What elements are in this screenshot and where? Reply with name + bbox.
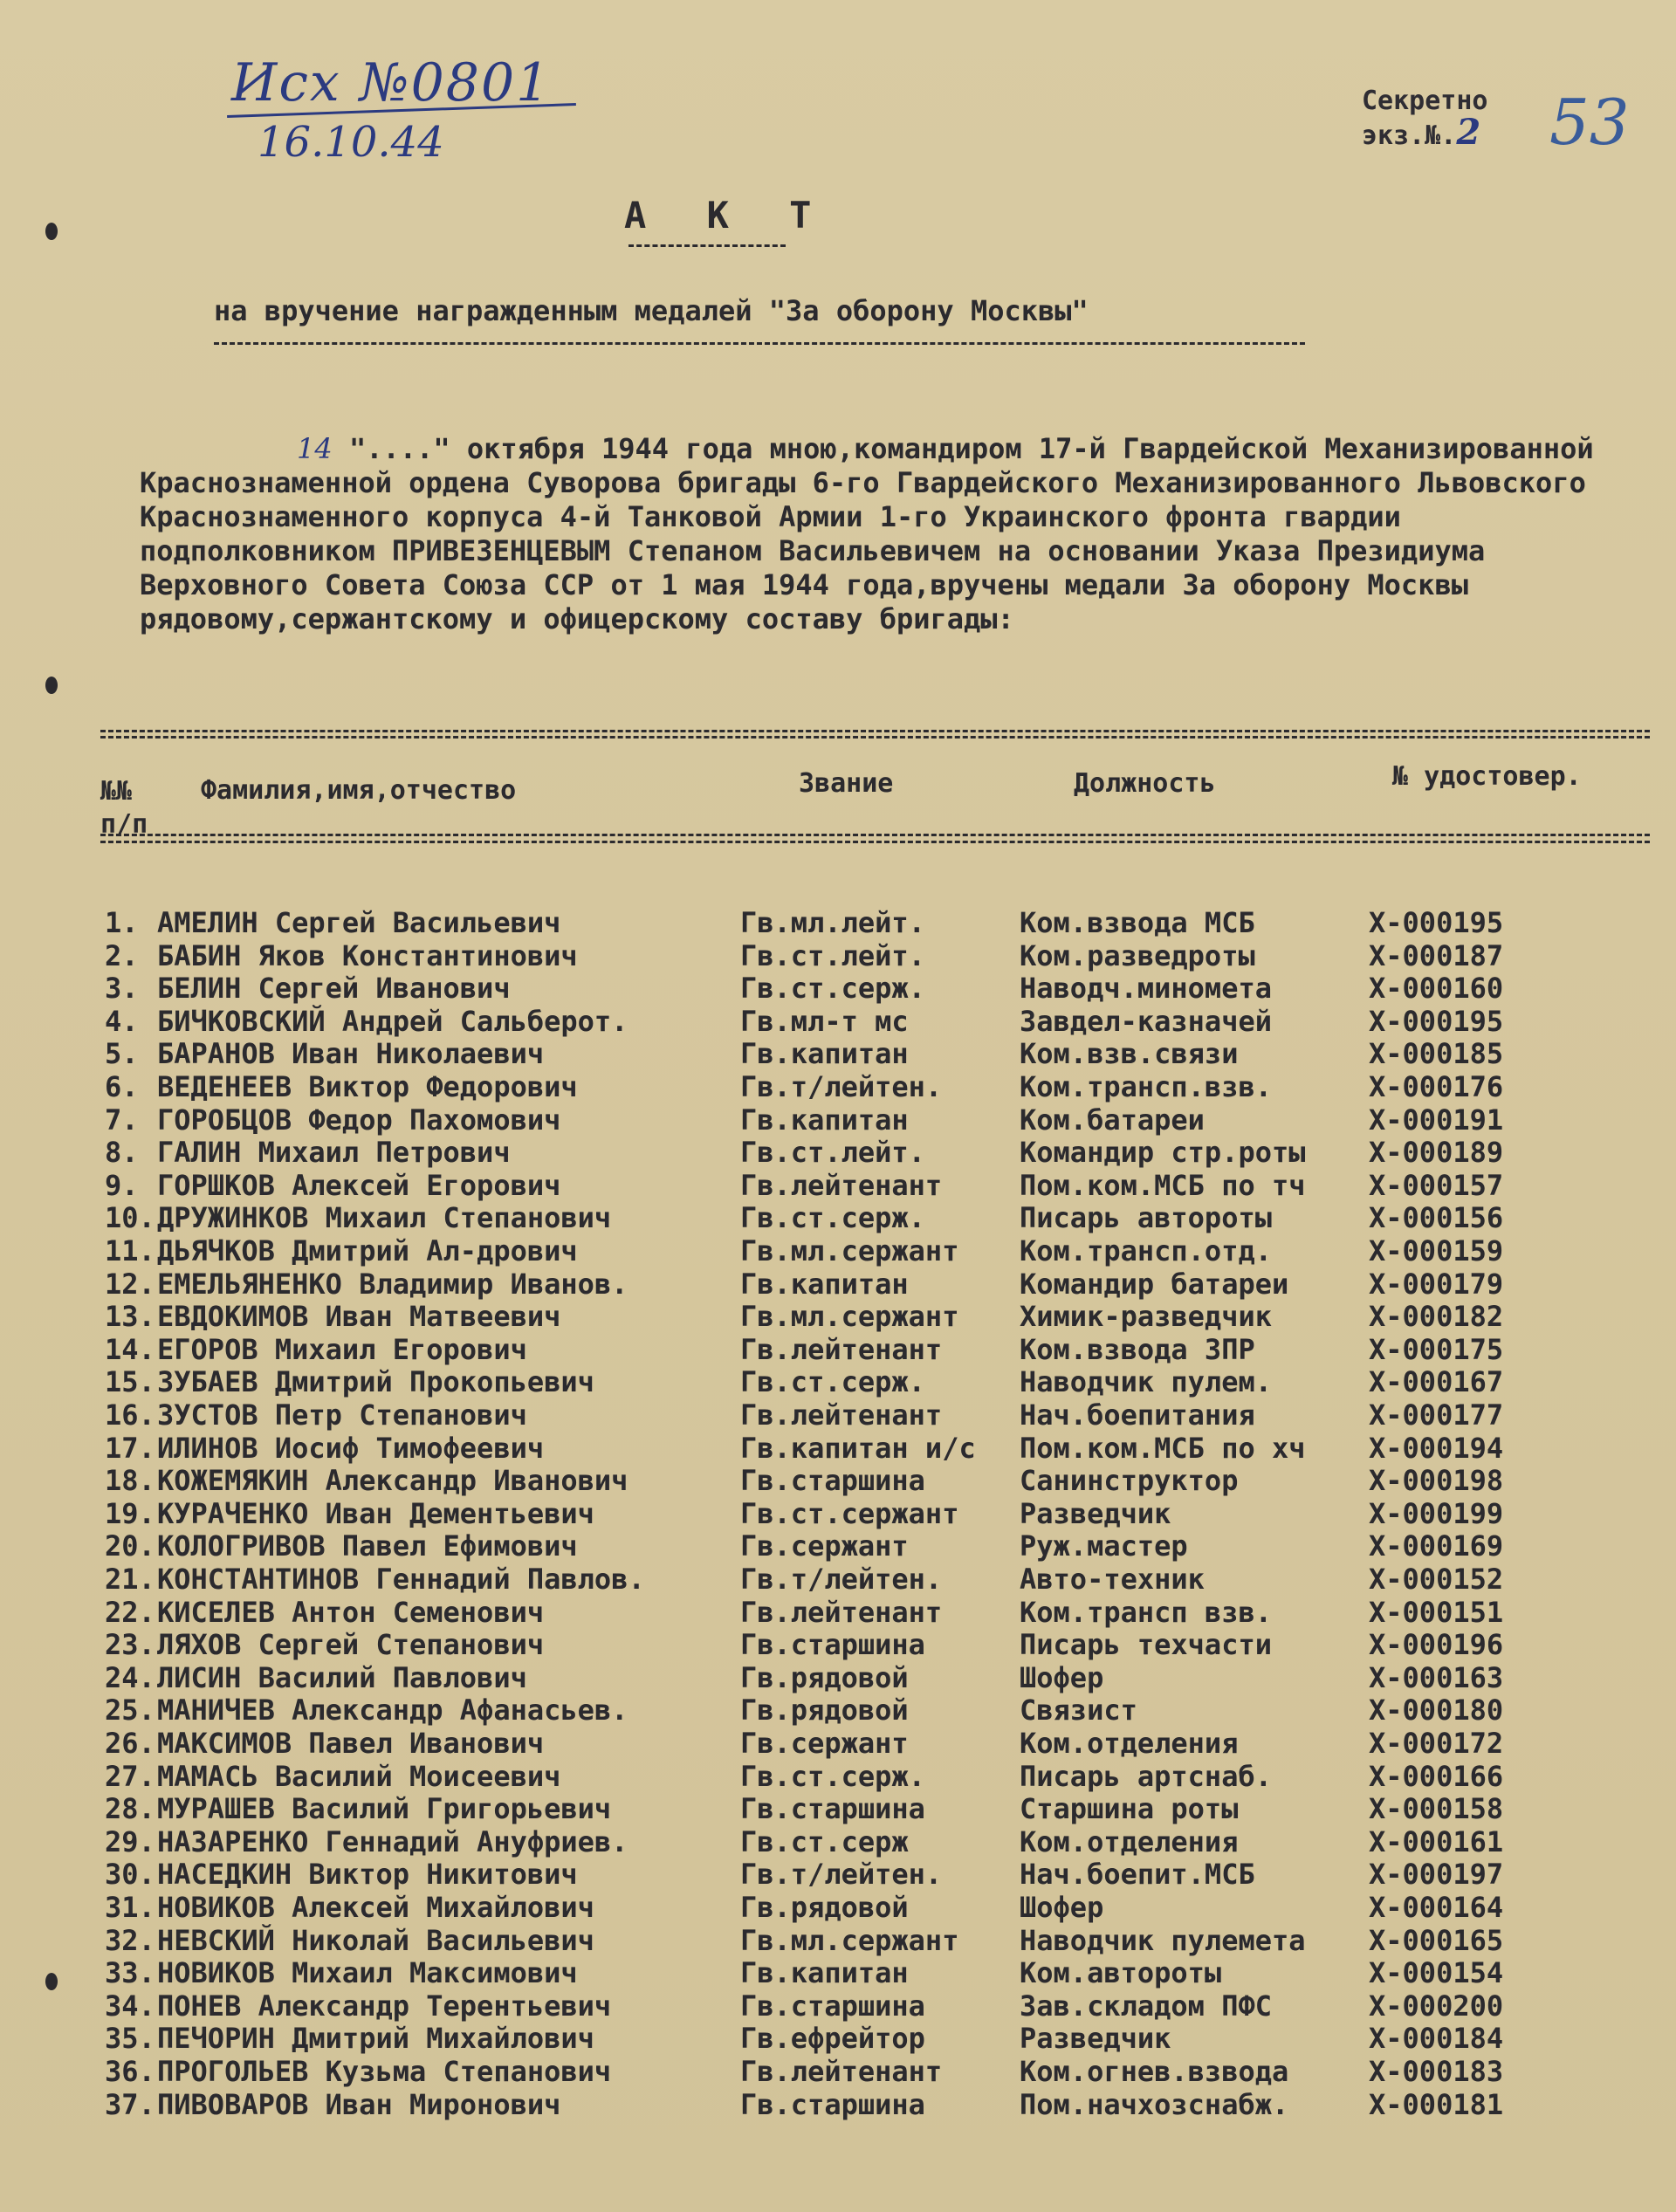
row-number: 12. <box>105 1267 155 1301</box>
row-cert: Х-000161 <box>1369 1824 1504 1858</box>
row-position: Шофер <box>1020 1660 1104 1694</box>
table-top-rule <box>100 736 1650 738</box>
row-cert: Х-000175 <box>1369 1332 1504 1366</box>
row-cert: Х-000197 <box>1369 1858 1504 1892</box>
row-cert: Х-000177 <box>1369 1398 1504 1432</box>
table-top-rule <box>100 730 1650 732</box>
secrecy-stamp <box>1362 86 1488 152</box>
row-cert: Х-000159 <box>1369 1234 1504 1267</box>
row-name: КИСЕЛЕВ Антон Семенович <box>157 1595 545 1629</box>
row-rank: Гв.капитан и/с <box>740 1431 976 1465</box>
row-number: 34. <box>105 1989 155 2023</box>
row-name: КОЖЕМЯКИН Александр Иванович <box>157 1464 628 1498</box>
row-position: Ком.отделения <box>1020 1824 1239 1858</box>
row-name: ПИВОВАРОВ Иван Миронович <box>157 2087 561 2121</box>
row-cert: Х-000164 <box>1369 1891 1504 1924</box>
row-number: 21. <box>105 1563 155 1596</box>
row-name: НАЗАРЕНКО Геннадий Ануфриев. <box>157 1824 628 1858</box>
row-position: Ком.трансп.отд. <box>1020 1234 1272 1267</box>
row-number: 15. <box>105 1365 155 1399</box>
row-number: 25. <box>105 1693 155 1728</box>
row-cert: Х-000195 <box>1369 1004 1504 1038</box>
row-rank: Гв.ст.лейт. <box>740 938 925 972</box>
row-name: НАСЕДКИН Виктор Никитович <box>157 1858 578 1892</box>
row-number: 13. <box>105 1300 155 1334</box>
row-rank: Гв.рядовой <box>740 1891 909 1924</box>
row-rank: Гв.мл.лейт. <box>740 906 925 939</box>
row-position: Завдел-казначей <box>1020 1004 1272 1038</box>
row-cert: Х-000167 <box>1369 1365 1504 1399</box>
copy-label: экз.№. <box>1362 120 1457 151</box>
row-position: Химик-разведчик <box>1020 1300 1272 1334</box>
row-cert: Х-000194 <box>1369 1431 1504 1465</box>
row-cert: Х-000166 <box>1369 1759 1504 1793</box>
secret-label: Секретно <box>1362 86 1488 116</box>
row-name: ЛИСИН Василий Павлович <box>157 1660 527 1694</box>
row-cert: Х-000180 <box>1369 1693 1504 1728</box>
row-rank: Гв.сержант <box>740 1727 909 1760</box>
row-rank: Гв.ефрейтор <box>740 2022 925 2056</box>
row-number: 5. <box>105 1037 139 1071</box>
punch-hole <box>45 1973 58 1990</box>
row-number: 18. <box>105 1464 155 1498</box>
header-num: №№ п/п <box>100 776 148 840</box>
row-cert: Х-000165 <box>1369 1923 1504 1957</box>
row-rank: Гв.капитан <box>740 1037 909 1071</box>
row-name: ДРУЖИНКОВ Михаил Степанович <box>157 1201 612 1235</box>
row-name: КОНСТАНТИНОВ Геннадий Павлов. <box>157 1563 645 1596</box>
row-rank: Гв.капитан <box>740 1956 909 1990</box>
row-cert: Х-000200 <box>1369 1989 1504 2023</box>
row-rank: Гв.лейтенант <box>740 2055 943 2088</box>
row-position: Авто-техник <box>1020 1563 1205 1596</box>
row-position: Ком.взв.связи <box>1020 1037 1239 1071</box>
row-name: АМЕЛИН Сергей Васильевич <box>157 906 561 939</box>
row-number: 29. <box>105 1824 155 1858</box>
row-cert: Х-000156 <box>1369 1201 1504 1235</box>
row-position: Ком.трансп.взв. <box>1020 1070 1272 1103</box>
row-name: ГОРОБЦОВ Федор Пахомович <box>157 1103 561 1137</box>
row-position: Ком.взвода ЗПР <box>1020 1332 1255 1366</box>
row-rank: Гв.старшина <box>740 1792 925 1826</box>
row-rank: Гв.рядовой <box>740 1660 909 1694</box>
row-rank: Гв.мл-т мс <box>740 1004 909 1038</box>
row-cert: Х-000195 <box>1369 906 1504 939</box>
row-name: МАНИЧЕВ Александр Афанасьев. <box>157 1693 628 1728</box>
row-position: Ком.автороты <box>1020 1956 1222 1990</box>
document-title: А К Т <box>624 194 831 237</box>
row-position: Пом.ком.МСБ по хч <box>1020 1431 1306 1465</box>
row-rank: Гв.лейтенант <box>740 1398 943 1432</box>
row-position: Старшина роты <box>1020 1792 1239 1826</box>
row-name: ПРОГОЛЬЕВ Кузьма Степанович <box>157 2055 612 2088</box>
row-rank: Гв.лейтенант <box>740 1332 943 1366</box>
row-number: 35. <box>105 2022 155 2056</box>
row-position: Разведчик <box>1020 2022 1171 2056</box>
row-number: 27. <box>105 1759 155 1793</box>
row-position: Писарь техчасти <box>1020 1628 1272 1662</box>
row-position: Связист <box>1020 1693 1137 1728</box>
row-rank: Гв.ст.серж <box>740 1824 909 1858</box>
row-position: Руж.мастер <box>1020 1529 1188 1563</box>
row-name: КУРАЧЕНКО Иван Дементьевич <box>157 1496 594 1530</box>
row-rank: Гв.ст.серж. <box>740 1365 925 1399</box>
row-cert: Х-000199 <box>1369 1496 1504 1530</box>
row-number: 20. <box>105 1529 155 1563</box>
intro-day: 14 <box>297 432 333 465</box>
row-cert: Х-000187 <box>1369 938 1504 972</box>
row-rank: Гв.лейтенант <box>740 1595 943 1629</box>
row-number: 17. <box>105 1431 155 1465</box>
row-name: ЕГОРОВ Михаил Егорович <box>157 1332 527 1366</box>
row-cert: Х-000191 <box>1369 1103 1504 1137</box>
row-rank: Гв.ст.сержант <box>740 1496 959 1530</box>
row-position: Нач.боепит.МСБ <box>1020 1858 1255 1892</box>
header-name: Фамилия,имя,отчество <box>201 775 517 806</box>
row-position: Командир стр.роты <box>1020 1136 1306 1170</box>
row-position: Нач.боепитания <box>1020 1398 1255 1432</box>
document-subtitle: на вручение награжденным медалей "За оборону Москвы" <box>214 294 1089 327</box>
row-name: БАРАНОВ Иван Николаевич <box>157 1037 545 1071</box>
row-number: 31. <box>105 1891 155 1924</box>
row-position: Наводчик пулемета <box>1020 1923 1306 1957</box>
row-position: Писарь артснаб. <box>1020 1759 1272 1793</box>
row-rank: Гв.старшина <box>740 1464 925 1498</box>
copy-number: 2 <box>1456 112 1481 153</box>
row-name: ГАЛИН Михаил Петрович <box>157 1136 511 1170</box>
row-number: 33. <box>105 1956 155 1990</box>
row-rank: Гв.мл.сержант <box>740 1300 959 1334</box>
row-number: 23. <box>105 1628 155 1662</box>
row-position: Зав.складом ПФС <box>1020 1989 1272 2023</box>
row-name: МАМАСЬ Василий Моисеевич <box>157 1759 561 1793</box>
row-number: 22. <box>105 1595 155 1629</box>
row-rank: Гв.капитан <box>740 1267 909 1301</box>
row-position: Ком.отделения <box>1020 1727 1239 1760</box>
row-position: Пом.ком.МСБ по тч <box>1020 1168 1306 1202</box>
row-name: ИЛИНОВ Иосиф Тимофеевич <box>157 1431 545 1465</box>
row-name: ЗУБАЕВ Дмитрий Прокопьевич <box>157 1365 594 1399</box>
row-rank: Гв.мл.сержант <box>740 1234 959 1267</box>
outgoing-number: Исх №0801 <box>231 52 552 113</box>
row-name: НОВИКОВ Алексей Михайлович <box>157 1891 594 1924</box>
row-number: 10. <box>105 1201 155 1235</box>
row-name: КОЛОГРИВОВ Павел Ефимович <box>157 1529 578 1563</box>
row-name: ДЬЯЧКОВ Дмитрий Ал-дрович <box>157 1234 578 1267</box>
row-cert: Х-000163 <box>1369 1660 1504 1694</box>
row-number: 2. <box>105 938 139 972</box>
row-rank: Гв.лейтенант <box>740 1168 943 1202</box>
row-position: Ком.огнев.взвода <box>1020 2055 1289 2088</box>
row-cert: Х-000160 <box>1369 972 1504 1006</box>
row-position: Ком.взвода МСБ <box>1020 906 1255 939</box>
row-number: 11. <box>105 1234 155 1267</box>
row-name: ПЕЧОРИН Дмитрий Михайлович <box>157 2022 594 2056</box>
row-rank: Гв.мл.сержант <box>740 1923 959 1957</box>
row-name: НОВИКОВ Михаил Максимович <box>157 1956 578 1990</box>
row-cert: Х-000169 <box>1369 1529 1504 1563</box>
row-number: 26. <box>105 1727 155 1760</box>
row-position: Санинструктор <box>1020 1464 1239 1498</box>
row-cert: Х-000196 <box>1369 1628 1504 1662</box>
row-name: ГОРШКОВ Алексей Егорович <box>157 1168 561 1202</box>
row-rank: Гв.ст.лейт. <box>740 1136 925 1170</box>
row-cert: Х-000198 <box>1369 1464 1504 1498</box>
row-name: ЕВДОКИМОВ Иван Матвеевич <box>157 1300 561 1334</box>
row-rank: Гв.т/лейтен. <box>740 1070 943 1103</box>
row-cert: Х-000172 <box>1369 1727 1504 1760</box>
row-rank: Гв.старшина <box>740 1989 925 2023</box>
row-rank: Гв.ст.серж. <box>740 1201 925 1235</box>
row-position: Разведчик <box>1020 1496 1171 1530</box>
header-cert: № удостовер. <box>1392 761 1582 792</box>
row-rank: Гв.т/лейтен. <box>740 1858 943 1892</box>
row-rank: Гв.старшина <box>740 1628 925 1662</box>
title-underline <box>628 244 786 247</box>
row-position: Наводч.миномета <box>1020 972 1272 1006</box>
row-name: НЕВСКИЙ Николай Васильевич <box>157 1923 594 1957</box>
row-cert: Х-000185 <box>1369 1037 1504 1071</box>
row-cert: Х-000182 <box>1369 1300 1504 1334</box>
row-cert: Х-000158 <box>1369 1792 1504 1826</box>
row-position: Пом.начхозснабж. <box>1020 2087 1289 2121</box>
row-cert: Х-000189 <box>1369 1136 1504 1170</box>
row-number: 36. <box>105 2055 155 2088</box>
row-number: 9. <box>105 1168 139 1202</box>
row-rank: Гв.капитан <box>740 1103 909 1137</box>
row-number: 32. <box>105 1923 155 1957</box>
row-name: МУРАШЕВ Василий Григорьевич <box>157 1792 612 1826</box>
row-number: 14. <box>105 1332 155 1366</box>
row-number: 30. <box>105 1858 155 1892</box>
row-position: Наводчик пулем. <box>1020 1365 1272 1399</box>
row-number: 24. <box>105 1660 155 1694</box>
page-number: 53 <box>1549 86 1630 159</box>
row-name: ЕМЕЛЬЯНЕНКО Владимир Иванов. <box>157 1267 628 1301</box>
subtitle-underline <box>214 342 1305 345</box>
row-position: Ком.трансп взв. <box>1020 1595 1272 1629</box>
row-cert: Х-000181 <box>1369 2087 1504 2121</box>
intro-paragraph <box>140 432 1615 636</box>
row-position: Шофер <box>1020 1891 1104 1924</box>
row-position: Ком.батареи <box>1020 1103 1205 1137</box>
row-number: 1. <box>105 906 139 939</box>
row-rank: Гв.ст.серж. <box>740 972 925 1006</box>
row-rank: Гв.рядовой <box>740 1693 909 1728</box>
row-name: МАКСИМОВ Павел Иванович <box>157 1727 545 1760</box>
row-rank: Гв.т/лейтен. <box>740 1563 943 1596</box>
intro-text: "...." октября 1944 года мною,командиром 17-й Гвардейской Механизированной Краснознаменной ордена Суворова бригады 6-го Гвардейского Механизированного Львовского Краснознаменного корпуса 4-й Танковой Армии 1-го Украинского фронта гвардии подполковником ПРИВЕЗЕНЦЕВЫМ Степаном Васильевичем на основании Указа Президиума Верховного Совета Союза ССР от 1 мая 1944 года,вручены медали За оборону Москвы рядовому,сержантскому и офицерскому составу бригады: <box>140 432 1594 635</box>
row-name: ЗУСТОВ Петр Степанович <box>157 1398 527 1432</box>
header-rank: Звание <box>799 768 894 799</box>
row-cert: Х-000179 <box>1369 1267 1504 1301</box>
row-position: Командир батареи <box>1020 1267 1289 1301</box>
row-cert: Х-000154 <box>1369 1956 1504 1990</box>
row-cert: Х-000157 <box>1369 1168 1504 1202</box>
row-cert: Х-000183 <box>1369 2055 1504 2088</box>
row-number: 16. <box>105 1398 155 1432</box>
row-number: 4. <box>105 1004 139 1038</box>
row-position: Писарь автороты <box>1020 1201 1272 1235</box>
header-position: Должность <box>1074 768 1216 799</box>
row-name: ЛЯХОВ Сергей Степанович <box>157 1628 545 1662</box>
table-header-rule <box>100 841 1650 843</box>
table-header-rule <box>100 834 1650 836</box>
row-rank: Гв.старшина <box>740 2087 925 2121</box>
row-name: БЕЛИН Сергей Иванович <box>157 972 511 1006</box>
row-cert: Х-000152 <box>1369 1563 1504 1596</box>
row-number: 8. <box>105 1136 139 1170</box>
row-rank: Гв.ст.серж. <box>740 1759 925 1793</box>
punch-hole <box>45 677 58 694</box>
row-name: БАБИН Яков Константинович <box>157 938 578 972</box>
punch-hole <box>45 223 58 240</box>
row-name: ПОНЕВ Александр Терентьевич <box>157 1989 612 2023</box>
row-number: 6. <box>105 1070 139 1103</box>
outgoing-date: 16.10.44 <box>258 118 444 167</box>
row-cert: Х-000184 <box>1369 2022 1504 2056</box>
row-name: ВЕДЕНЕЕВ Виктор Федорович <box>157 1070 578 1103</box>
row-position: Ком.разведроты <box>1020 938 1255 972</box>
row-number: 19. <box>105 1496 155 1530</box>
row-rank: Гв.сержант <box>740 1529 909 1563</box>
row-number: 3. <box>105 972 139 1006</box>
row-number: 37. <box>105 2087 155 2121</box>
row-cert: Х-000151 <box>1369 1595 1504 1629</box>
row-name: БИЧКОВСКИЙ Андрей Сальберот. <box>157 1004 628 1038</box>
row-number: 7. <box>105 1103 139 1137</box>
row-number: 28. <box>105 1792 155 1826</box>
row-cert: Х-000176 <box>1369 1070 1504 1103</box>
